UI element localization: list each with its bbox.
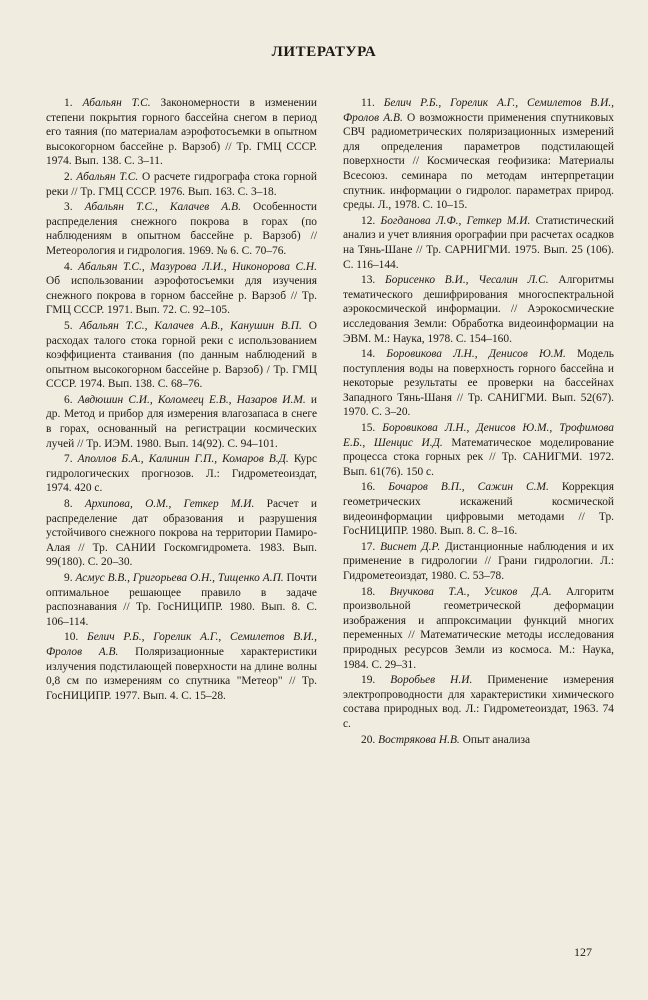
reference-number: 14. [361,348,376,361]
reference-authors: Абальян Т.С., Мазурова Л.И., Никонорова С.Н. [78,260,317,273]
reference-authors: Бочаров В.П., Сажин С.М. [388,481,549,494]
reference-text: Математическое моделирование процесса стока горных рек // Тр. САНИГМИ. 1972. Вып. 61(76). 150 с. [343,436,614,478]
reference-text: Особенности распределения снежного покрова в горах (по наблюдениям в опытном бассейне р. Варзоб) // Метеорология и гидрология. 1969. № 6. С. 70–76. [46,201,317,257]
reference-column-left [46,96,317,704]
reference-entry [46,452,317,496]
reference-authors: Боровикова Л.Н., Денисов Ю.М., Трофимова Е.Б., Шенцис И.Д. [343,422,614,449]
reference-entry [46,571,317,629]
reference-number: 8. [64,498,73,511]
reference-authors: Воробьев Н.И. [390,674,473,687]
reference-text: О возможности применения спутниковых СВЧ радиометрических поляризационных измерений для определения параметров подстилающей поверхности // Космическая геофизика: Материалы Всесоюз. семинара по методам интерпретации спутник. информации о гидролог. параметрах природ. среды. Л., 1978. С. 10–15. [343,111,614,212]
reference-entry [343,480,614,538]
reference-entry [343,96,614,213]
reference-text: Об использовании аэрофотосъемки для изучения снежного покрова в горном бассейне р. Варзоб // Тр. ГМЦ СССР. 1971. Вып. 72. С. 92–105. [46,275,317,317]
reference-authors: Абальян Т.С., Калачев А.В. [84,201,241,214]
reference-text: О расходах талого стока горной реки с использованием коэффициента стаивания (по данным наблюдений в опытном высокогорном бассейне р. Варзоб) / Тр. ГМЦ СССР. 1974. Вып. 138. С. 68–76. [46,319,317,391]
reference-text: Опыт анализа [462,733,531,746]
reference-text: Закономерности в изменении степени покрытия горного бассейна снегом в период его таяния (по материалам аэрофотосъемки в опытном высокогорном бассейне р. Варзоб) // Тр. ГМЦ СССР. 1974. Вып. 138. С. 3–11. [46,97,317,168]
reference-authors: Борисенко В.И., Чесалин Л.С. [385,274,549,287]
reference-text: и др. Метод и прибор для измерения влагозапаса в снеге в горах, основанный на регистрации космических лучей // Тр. ИЭМ. 1980. Вып. 14(92). С. 94–101. [46,393,317,450]
reference-entry [46,319,317,392]
reference-authors: Асмус В.В., Григорьева О.Н., Тищенко А.П. [75,572,284,584]
reference-authors: Архипова, О.М., Геткер М.И. [84,498,255,511]
reference-authors: Аполлов Б.А., Калинин Г.П., Комаров В.Д. [77,453,289,466]
reference-entry [46,630,317,703]
reference-column-right [343,96,614,748]
reference-authors: Абальян Т.С. [76,170,139,183]
reference-number: 15. [361,422,376,435]
reference-entry [343,214,614,272]
reference-number: 12. [361,214,376,227]
reference-number: 3. [64,201,73,214]
reference-number: 17. [361,540,376,553]
reference-authors: Внучкова Т.А., Усиков Д.А. [389,585,552,598]
reference-text: Применение измерения электропроводности для характеристики химического состава природных вод. Л.: Гидрометеоиздат, 1963. 74 с. [343,674,614,730]
reference-number: 2. [64,170,73,183]
reference-entry [46,200,317,258]
reference-number: 18. [361,585,376,598]
reference-entry [46,497,317,570]
reference-number: 6. [64,393,73,406]
reference-number: 20. [361,733,376,746]
reference-text: Коррекция геометрических искажений космической видеоинформации цифровыми методами // Тр. ГосНИЦИПР. 1980. Вып. 8. С. 8–16. [343,481,614,538]
reference-authors: Богданова Л.Ф., Геткер М.И. [380,214,531,227]
reference-text: Алгоритм произвольной геометрической деформации изображения и аппроксимации функций многих переменных // Математические методы исследования природных ресурсов Земли из космоса. М.: Наука, 1984. С. 29–31. [343,585,614,671]
reference-number: 1. [64,97,73,109]
reference-entry [343,673,614,731]
reference-number: 9. [64,572,73,584]
reference-number: 13. [361,274,376,287]
reference-text: Поляризационные характеристики излучения подстилающей поверхности на длине волны 0,8 см по измерениям со спутника "Метеор" // Тр. ГосНИЦИПР. 1977. Вып. 4. С. 15–28. [46,645,317,702]
reference-entry [46,96,317,169]
reference-authors: Белич Р.Б., Горелик А.Г., Семилетов В.И., Фролов А.В. [343,97,614,124]
reference-text: О расчете гидрографа стока горной реки // Тр. ГМЦ СССР. 1976. Вып. 163. С. 3–18. [46,170,317,198]
reference-text: Почти оптимальное решающее правило в задаче распознавания // Тр. ГосНИЦИПР. 1980. Вып. 8. С. 106–114. [46,572,317,628]
reference-number: 4. [64,260,73,273]
reference-entry [343,273,614,346]
reference-number: 16. [361,481,376,494]
reference-text: Статистический анализ и учет влияния орографии при расчетах осадков на Тянь-Шане // Тр. САРНИГМИ. 1975. Вып. 25 (106). С. 116–144. [343,214,614,271]
reference-entry [343,421,614,479]
page-number: 127 [574,945,592,959]
reference-authors: Абальян Т.С., Калачев А.В., Канушин В.П. [79,319,302,332]
reference-authors: Абальян Т.С. [82,97,151,109]
reference-entry [343,585,614,673]
reference-authors: Виснет Д.Р. [380,540,441,553]
reference-entry [343,733,614,748]
reference-entry [343,347,614,420]
reference-text: Алгоритмы тематического дешифрирования многоспектральной аэрокосмической информации. // Аэрокосмические исследования Земли: Обработка видеоинформации на ЭВМ. М.: Наука, 1978. С. 154–160. [343,274,614,345]
reference-entry [343,540,614,584]
reference-entry [46,393,317,451]
reference-authors: Боровикова Л.Н., Денисов Ю.М. [386,348,566,361]
reference-number: 7. [64,453,73,466]
reference-text: Дистанционные наблюдения и их применение в гидрологии // Грани гидрологии. Л.: Гидрометеоиздат, 1980. С. 53–78. [343,540,614,582]
reference-text: Расчет и распределение дат образования и разрушения устойчивого снежного покрова на территории Памиро-Алая // Тр. САНИИ Госкомгидромета. 1983. Вып. 99(180). С. 20–30. [46,498,317,569]
reference-entry [46,170,317,199]
reference-number: 10. [64,631,79,644]
page-title: ЛИТЕРАТУРА [271,44,377,60]
reference-authors: Вострякова Н.В. [378,733,460,746]
reference-text: Курс гидрологических прогнозов. Л.: Гидрометеоиздат, 1974. 420 с. [46,453,317,495]
reference-number: 19. [361,674,376,687]
reference-authors: Авдюшин С.И., Коломеец Е.В., Назаров И.М. [77,393,306,406]
reference-number: 11. [361,97,375,109]
reference-entry [46,260,317,318]
reference-number: 5. [64,319,73,332]
reference-authors: Белич Р.Б., Горелик А.Г., Семилетов В.И., Фролов А.В. [46,631,317,658]
reference-text: Модель поступления воды на поверхность горного бассейна и некоторые результаты ее проверки на бассейнах Западного Тянь-Шаня // Тр. САНИГМИ. Вып. 52(67). 1970. С. 3–20. [343,348,614,419]
